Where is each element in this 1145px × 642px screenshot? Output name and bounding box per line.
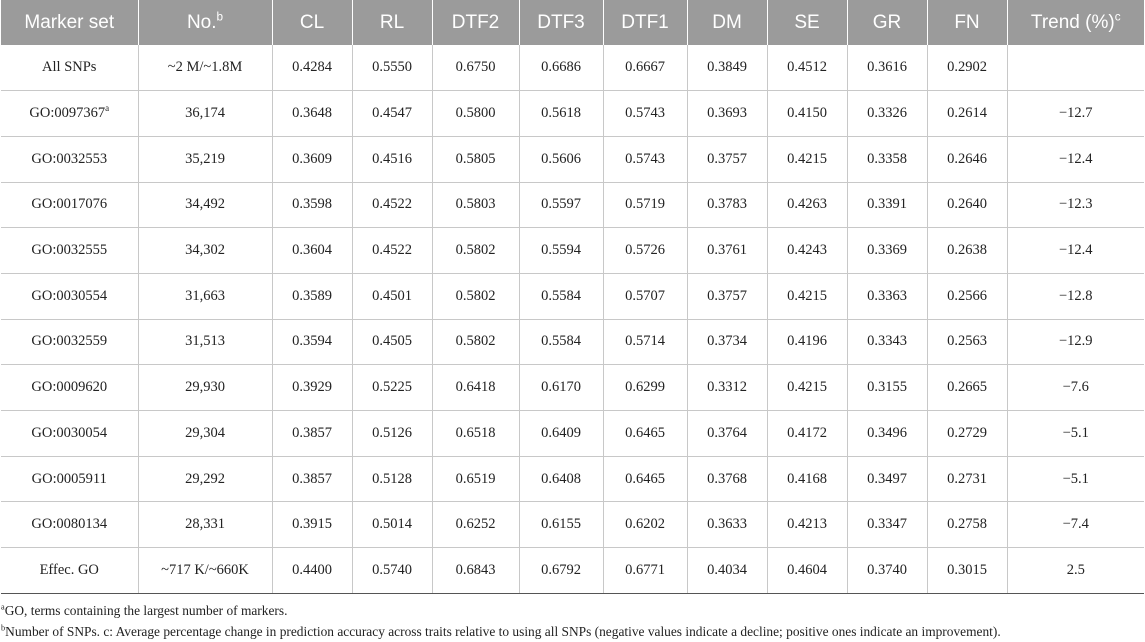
results-table [1,0,1144,594]
table-cell: 0.4215 [767,136,847,182]
table-cell: 0.5743 [603,91,687,137]
table-row [1,273,1144,319]
table-cell: 0.6252 [432,502,519,548]
marker-set-cell [1,228,138,274]
table-cell: 0.6170 [519,365,603,411]
table-header-row [1,0,1144,45]
table-cell: 0.3616 [847,45,927,91]
table-cell: 0.5740 [352,548,432,594]
table-cell: −12.4 [1007,228,1144,274]
marker-set-label: GO:0032559 [31,333,108,350]
table-cell: 0.3604 [272,228,352,274]
marker-set-cell [1,91,138,137]
column-header [432,0,519,45]
table-cell: 0.5225 [352,365,432,411]
table-cell: 0.6155 [519,502,603,548]
table-cell: 0.2563 [927,319,1007,365]
table-cell: 0.6519 [432,456,519,502]
table-row [1,182,1144,228]
table-cell: 0.6686 [519,45,603,91]
table-cell: 0.3915 [272,502,352,548]
table-cell: 0.3633 [687,502,767,548]
marker-set-cell [1,273,138,319]
table-cell: 0.6408 [519,456,603,502]
marker-set-label: GO:0009620 [31,379,108,396]
table-cell: 29,292 [138,456,272,502]
column-header-label: FN [954,11,980,33]
table-cell: 0.5800 [432,91,519,137]
table-cell: 0.3929 [272,365,352,411]
table-cell: 0.2638 [927,228,1007,274]
table-cell [1007,45,1144,91]
table-cell: 0.2614 [927,91,1007,137]
marker-set-label: GO:0097367 [29,105,106,122]
table-row [1,136,1144,182]
table-row [1,365,1144,411]
table-cell: 0.3849 [687,45,767,91]
table-cell: 2.5 [1007,548,1144,594]
table-row [1,548,1144,594]
table-cell: 0.5802 [432,273,519,319]
table-cell: 0.3496 [847,411,927,457]
table-cell: 31,663 [138,273,272,319]
table-cell: 0.2646 [927,136,1007,182]
table-cell: 0.6465 [603,456,687,502]
table-row [1,228,1144,274]
column-header-label: CL [299,11,325,33]
column-header [352,0,432,45]
table-cell: 0.4516 [352,136,432,182]
table-cell: 0.3693 [687,91,767,137]
table-cell: 0.3648 [272,91,352,137]
table-cell: 0.3497 [847,456,927,502]
marker-set-cell [1,136,138,182]
table-cell: 0.5805 [432,136,519,182]
table-cell: 29,930 [138,365,272,411]
footnote [1,600,1145,621]
table-row [1,45,1144,91]
table-cell: 0.3015 [927,548,1007,594]
table-cell: 0.5606 [519,136,603,182]
table-cell: −12.7 [1007,91,1144,137]
table-cell: 0.5803 [432,182,519,228]
table-cell: 0.3594 [272,319,352,365]
column-header-label: GR [872,11,902,33]
table-cell: 0.3761 [687,228,767,274]
table-cell: 0.4522 [352,182,432,228]
column-header [1007,0,1144,45]
table-cell: −12.4 [1007,136,1144,182]
table-body [1,45,1144,593]
marker-set-cell [1,365,138,411]
table-cell: 0.4215 [767,365,847,411]
table-cell: 0.5584 [519,273,603,319]
column-header-label: DM [712,11,742,33]
table-cell: 0.5707 [603,273,687,319]
table-cell: 0.3155 [847,365,927,411]
footnote-text: Number of SNPs. c: Average percentage change in prediction accuracy across traits relative to using all SNPs (negative values indicate a decline; positive ones indicate an improvement). [5,623,1001,639]
table-cell: 0.3768 [687,456,767,502]
table-row [1,502,1144,548]
table-cell: −12.3 [1007,182,1144,228]
marker-set-label: GO:0032553 [31,150,108,167]
table-cell: 0.4284 [272,45,352,91]
marker-set-label: Effec. GO [39,561,99,578]
table-cell: 0.3857 [272,411,352,457]
table-cell: 0.6771 [603,548,687,594]
footnote-text: GO, terms containing the largest number of markers. [4,602,288,618]
table-cell: 0.4034 [687,548,767,594]
table-cell: 0.3347 [847,502,927,548]
table-cell: −12.8 [1007,273,1144,319]
table-cell: 0.2665 [927,365,1007,411]
column-header-label: No. [186,11,217,33]
column-header [272,0,352,45]
table-cell: 0.2729 [927,411,1007,457]
table-cell: 0.4522 [352,228,432,274]
table-cell: 0.5802 [432,319,519,365]
table-cell: 0.3369 [847,228,927,274]
table-cell: 0.5597 [519,182,603,228]
column-header [767,0,847,45]
table-footnotes [0,594,1145,642]
marker-set-cell [1,45,138,91]
table-cell: 31,513 [138,319,272,365]
table-cell: 0.6792 [519,548,603,594]
table-cell: 0.4547 [352,91,432,137]
table-cell: 28,331 [138,502,272,548]
marker-set-label: GO:0030054 [31,424,108,441]
table-cell: 0.4263 [767,182,847,228]
marker-set-label: GO:0017076 [31,196,108,213]
marker-set-cell [1,502,138,548]
table-cell: 0.3312 [687,365,767,411]
footnote-marker: a [105,103,110,114]
table-cell: 0.4243 [767,228,847,274]
column-header-label: Marker set [24,11,115,33]
column-header-label: DTF1 [621,11,669,33]
table-cell: 0.4512 [767,45,847,91]
marker-set-cell [1,182,138,228]
marker-set-cell [1,456,138,502]
table-cell: 0.3740 [847,548,927,594]
table-cell: 0.5726 [603,228,687,274]
table-cell: 0.4505 [352,319,432,365]
table-cell: 0.5743 [603,136,687,182]
table-cell: 0.3326 [847,91,927,137]
table-cell: 0.4400 [272,548,352,594]
table-cell: 0.4172 [767,411,847,457]
footnote-marker: c [1114,10,1121,24]
table-cell: 0.5128 [352,456,432,502]
column-header [519,0,603,45]
table-cell: 0.3857 [272,456,352,502]
table-cell: −5.1 [1007,411,1144,457]
column-header-label: SE [794,11,820,33]
table-cell: 0.3391 [847,182,927,228]
table-cell: 0.3609 [272,136,352,182]
table-row [1,456,1144,502]
table-cell: 0.3734 [687,319,767,365]
table-cell: 0.2566 [927,273,1007,319]
table-row [1,91,1144,137]
table-cell: −12.9 [1007,319,1144,365]
table-cell: 0.6465 [603,411,687,457]
table-cell: 34,302 [138,228,272,274]
table-cell: 0.6750 [432,45,519,91]
table-cell: 0.4215 [767,273,847,319]
column-header-label: DTF3 [537,11,585,33]
table-cell: 0.3363 [847,273,927,319]
table-cell: 34,492 [138,182,272,228]
column-header [847,0,927,45]
table-cell: 0.4213 [767,502,847,548]
table-cell: 0.5584 [519,319,603,365]
table-cell: 0.6202 [603,502,687,548]
column-header-label: RL [379,11,405,33]
table-cell: −7.4 [1007,502,1144,548]
footnote [1,621,1145,642]
table-cell: 0.3598 [272,182,352,228]
table-cell: 0.4196 [767,319,847,365]
column-header-label: DTF2 [451,11,500,33]
table-cell: 0.6667 [603,45,687,91]
table-cell: ~717 K/~660K [138,548,272,594]
marker-set-cell [1,411,138,457]
table-cell: 36,174 [138,91,272,137]
table-cell: 0.6418 [432,365,519,411]
table-cell: −7.6 [1007,365,1144,411]
table-cell: 0.6843 [432,548,519,594]
marker-set-cell [1,548,138,594]
marker-set-label: GO:0032555 [31,242,108,259]
table-cell: 0.4150 [767,91,847,137]
marker-set-label: GO:0005911 [31,470,107,487]
table-cell: 0.4168 [767,456,847,502]
table-row [1,319,1144,365]
table-cell: 0.5802 [432,228,519,274]
table-cell: 0.4501 [352,273,432,319]
table-cell: 0.3358 [847,136,927,182]
column-header [1,0,138,45]
table-cell: −5.1 [1007,456,1144,502]
table-cell: 0.3783 [687,182,767,228]
table-cell: 35,219 [138,136,272,182]
marker-set-cell [1,319,138,365]
table-cell: ~2 M/~1.8M [138,45,272,91]
marker-set-label: GO:0080134 [31,516,108,533]
table-cell: 0.4604 [767,548,847,594]
table-cell: 0.3757 [687,136,767,182]
table-cell: 0.5126 [352,411,432,457]
table-row [1,411,1144,457]
column-header-label: Trend (%) [1030,11,1115,33]
column-header [927,0,1007,45]
table-cell: 29,304 [138,411,272,457]
column-header [687,0,767,45]
footnote-marker: a [1,602,5,612]
column-header [603,0,687,45]
table-cell: 0.5618 [519,91,603,137]
table-cell: 0.6299 [603,365,687,411]
table-cell: 0.5550 [352,45,432,91]
column-header [138,0,272,45]
table-cell: 0.5719 [603,182,687,228]
footnote-marker: b [1,623,6,633]
table-cell: 0.5714 [603,319,687,365]
table-cell: 0.2758 [927,502,1007,548]
table-cell: 0.3589 [272,273,352,319]
marker-set-label: All SNPs [42,59,97,76]
footnote-marker: b [216,10,224,24]
table-cell: 0.3764 [687,411,767,457]
table-cell: 0.2640 [927,182,1007,228]
table-cell: 0.6518 [432,411,519,457]
marker-set-label: GO:0030554 [31,287,108,304]
table-cell: 0.3343 [847,319,927,365]
table-cell: 0.5014 [352,502,432,548]
table-cell: 0.5594 [519,228,603,274]
table-cell: 0.3757 [687,273,767,319]
table-cell: 0.2902 [927,45,1007,91]
table-cell: 0.6409 [519,411,603,457]
table-cell: 0.2731 [927,456,1007,502]
